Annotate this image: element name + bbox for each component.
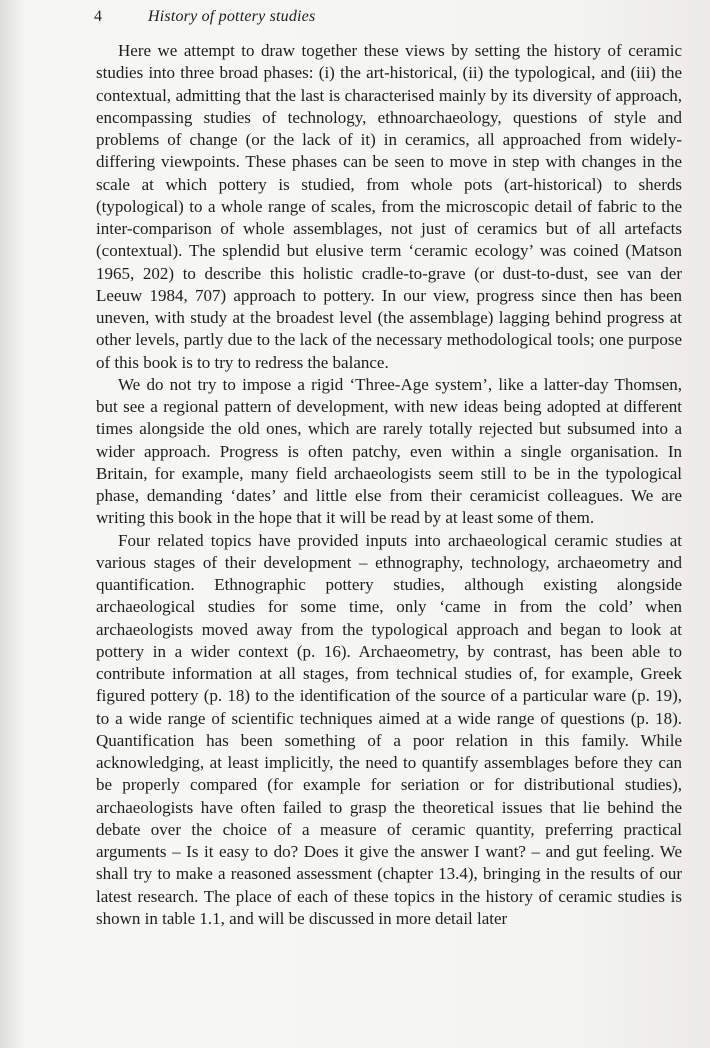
- binding-gutter-shadow: [0, 0, 26, 1048]
- paragraph-2: We do not try to impose a rigid ‘Three-Age system’, like a latter-day Thomsen, but see a regional pattern of development, with new ideas being adopted at different times alongside the old ones, which are rarely totally rejected but subsumed into a wider approach. Progress is often patchy, even within a single organisation. In Britain, for example, many field archaeologists seem still to be in the typological phase, demanding ‘dates’ and little else from their ceramicist colleagues. We are writing this book in the hope that it will be read by at least some of them.: [96, 374, 682, 528]
- page-number: 4: [94, 8, 102, 25]
- running-head: History of pottery studies: [148, 8, 316, 25]
- paragraph-1: Here we attempt to draw together these views by setting the history of ceramic studies into three broad phases: (i) the art-historical, (ii) the typological, and (iii) the contextual, admitting that the last is characterised mainly by its diversity of approach, encompassing studies of technology, ethnoarchaeology, questions of style and problems of change (or the lack of it) in ceramics, all approached from widely-differing viewpoints. These phases can be seen to move in step with changes in the scale at which pottery is studied, from whole pots (art-historical) to sherds (typological) to a whole range of scales, from the microscopic detail of fabric to the inter-comparison of whole assemblages, not just of ceramics but of all artefacts (contextual). The splendid but elusive term ‘ceramic ecology’ was coined (Matson 1965, 202) to describe this holistic cradle-to-grave (or dust-to-dust, see van der Leeuw 1984, 707) approach to pottery. In our view, progress since then has been uneven, with study at the broadest level (the assemblage) lagging behind progress at other levels, partly due to the lack of the necessary methodological tools; one purpose of this book is to try to redress the balance.: [96, 41, 682, 372]
- body-text: [96, 40, 682, 930]
- page-header: [94, 4, 315, 30]
- paragraph-3: Four related topics have provided inputs into archaeological ceramic studies at various stages of their development – ethnography, technology, archaeometry and quantification. Ethnographic pottery studies, although existing alongside archaeological studies for some time, only ‘came in from the cold’ when archaeologists moved away from the typological approach and began to look at pottery in a wider context (p. 16). Archaeometry, by contrast, has been able to contribute information at all stages, from technical studies of, for example, Greek figured pottery (p. 18) to the identification of the source of a particular ware (p. 19), to a wide range of scientific techniques aimed at a wide range of questions (p. 18). Quantification has been something of a poor relation in this family. While acknowledging, at least implicitly, the need to quantify assemblages before they can be properly compared (for example for seriation or for distributional studies), archaeologists have often failed to grasp the theoretical issues that lie behind the debate over the choice of a measure of ceramic quantity, preferring practical arguments – Is it easy to do? Does it give the answer I want? – and gut feeling. We shall try to make a reasoned assessment (chapter 13.4), bringing in the results of our latest research. The place of each of these topics in the history of ceramic studies is shown in table 1.1, and will be discussed in more detail later: [96, 530, 682, 928]
